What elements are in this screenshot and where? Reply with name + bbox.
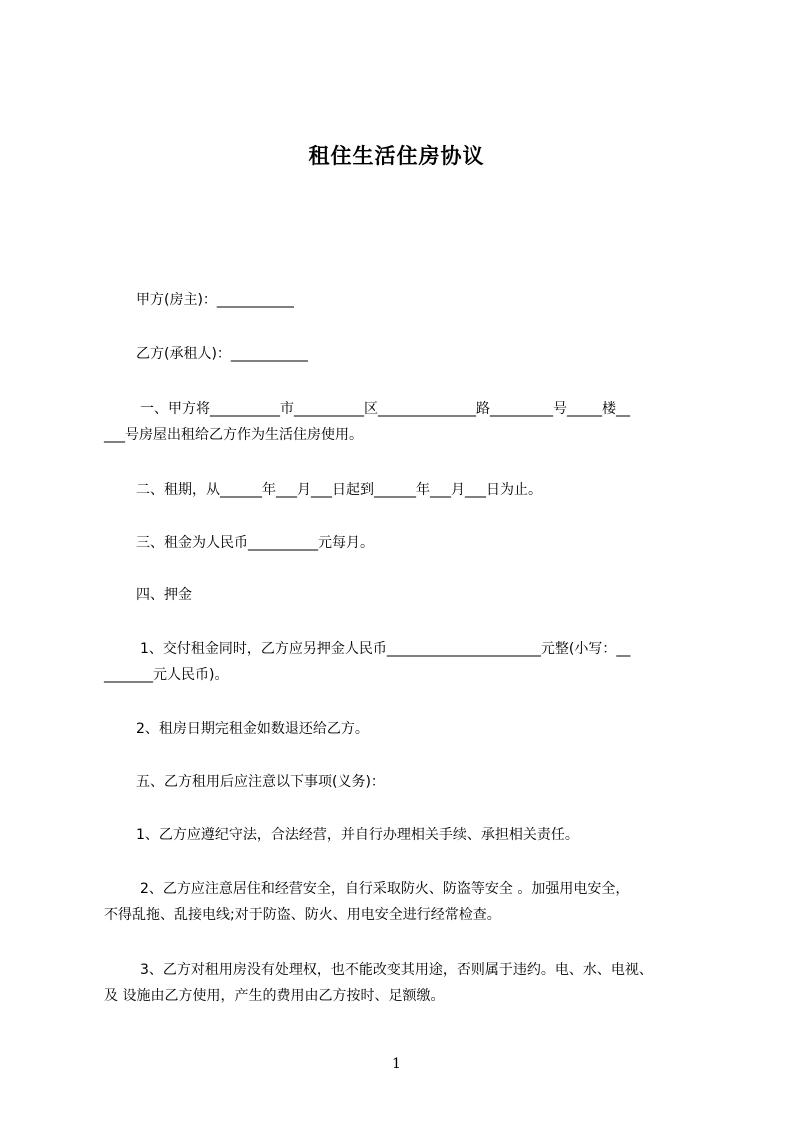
deposit-item-2-line: 2、租房日期完租金如数退还给乙方。: [136, 721, 369, 737]
duty-item-3-line-1: 3、乙方对租用房没有处理权，也不能改变其用途，否则属于违约。电、水、电视、: [140, 962, 653, 978]
clause-4-heading: 四、押金: [136, 587, 192, 603]
party-b-line: 乙方(承租人)：___________: [136, 346, 308, 362]
document-title: 租住生活住房协议: [308, 144, 485, 168]
clause-1-line-2: ___号房屋出租给乙方作为生活住房使用。: [104, 427, 363, 443]
clause-5-heading: 五、乙方租用后应注意以下事项(义务)：: [136, 774, 385, 790]
clause-2-line: 二、租期，从______年___月___日起到______年___月___日为止。: [136, 482, 542, 498]
duty-item-3-line-2: 及 设施由乙方使用，产生的费用由乙方按时、足额缴。: [104, 988, 445, 1004]
page-number: 1: [392, 1056, 401, 1072]
deposit-item-1-line-2: _______元人民币)。: [104, 667, 229, 683]
duty-item-1-line: 1、乙方应遵纪守法，合法经营，并自行办理相关手续、承担相关责任。: [136, 827, 579, 843]
deposit-item-1-line-1: 1、交付租金同时，乙方应另押金人民币______________________元整(小写：__: [140, 641, 631, 657]
duty-item-2-line-2: 不得乱拖、乱接电线;对于防盗、防火、用电安全进行经常检查。: [104, 907, 501, 923]
party-a-line: 甲方(房主)：___________: [136, 292, 294, 308]
clause-3-line: 三、租金为人民币__________元每月。: [136, 535, 374, 551]
clause-1-line-1: 一、甲方将__________市__________区______________路_________号_____楼__: [140, 401, 630, 417]
duty-item-2-line-1: 2、乙方应注意居住和经营安全，自行采取防火、防盗等安全 。加强用电安全，: [140, 881, 630, 897]
